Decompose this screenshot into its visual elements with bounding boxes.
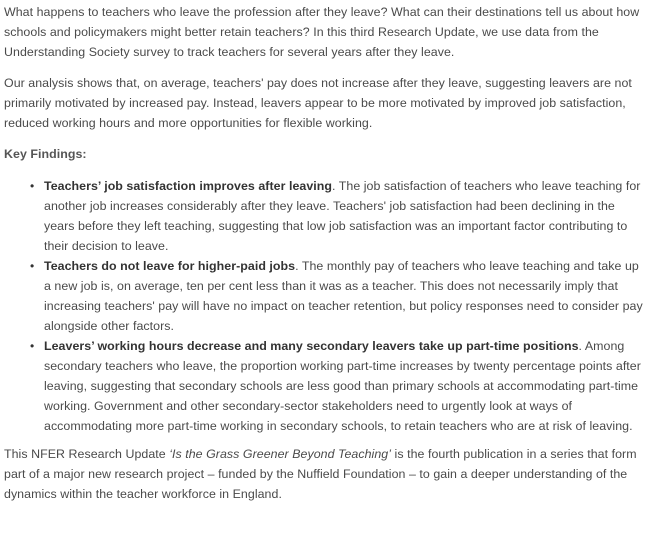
finding-item: [30, 176, 648, 256]
finding-body: . The monthly pay of teachers who leave teaching and take up a new job is, on average, ten per cent less than it was as a teacher. This does not necessarily imply that increasing teachers' pay will have no impact on teacher retention, but policy responses need to consider pay alongside other factors.: [44, 259, 643, 333]
closing-prefix: This NFER Research Update: [4, 447, 170, 461]
finding-title: Leavers’ working hours decrease and many secondary leavers take up part-time positions: [44, 339, 579, 353]
bullet-icon: •: [30, 259, 35, 273]
finding-item: [30, 256, 648, 336]
intro-paragraph-1: What happens to teachers who leave the profession after they leave? What can their destinations tell us about how schools and policymakers might better retain teachers? In this third Research Update, we use data from the Understanding Society survey to track teachers for several years after they leave.: [4, 5, 640, 59]
finding-title: Teachers’ job satisfaction improves after leaving: [44, 179, 332, 193]
finding-item: [30, 336, 648, 436]
finding-body: . Among secondary teachers who leave, the proportion working part-time increases by twenty percentage points after leaving, suggesting that secondary schools are less good than primary schools at accommodating part-time working. Government and other secondary-sector stakeholders need to urgently look at ways of accommodating more part-time working in secondary schools, to retain teachers who are at risk of leaving.: [44, 339, 641, 433]
finding-body: . The job satisfaction of teachers who leave teaching for another job increases considerably after they leave. Teachers' job satisfaction had been declining in the years before they left teaching, suggesting that low job satisfaction was an important factor contributing to their decision to leave.: [44, 179, 641, 253]
closing-suffix: is the fourth publication in a series that form part of a major new research project – funded by the Nuffield Foundation – to gain a deeper understanding of the dynamics within the teacher workforce in England.: [4, 447, 637, 501]
key-findings-list: [4, 176, 648, 436]
finding-title: Teachers do not leave for higher-paid jobs: [44, 259, 296, 273]
bullet-icon: •: [30, 179, 35, 193]
intro-paragraph-2: Our analysis shows that, on average, teachers' pay does not increase after they leave, suggesting leavers are not primarily motivated by increased pay. Instead, leavers appear to be more motivated by improved job satisfaction, reduced working hours and more opportunities for flexible working.: [4, 76, 632, 130]
closing-paragraph: [4, 444, 648, 504]
key-findings-heading: Key Findings:: [4, 147, 87, 161]
publication-title: ‘Is the Grass Greener Beyond Teaching’: [169, 447, 392, 461]
bullet-icon: •: [30, 339, 35, 353]
